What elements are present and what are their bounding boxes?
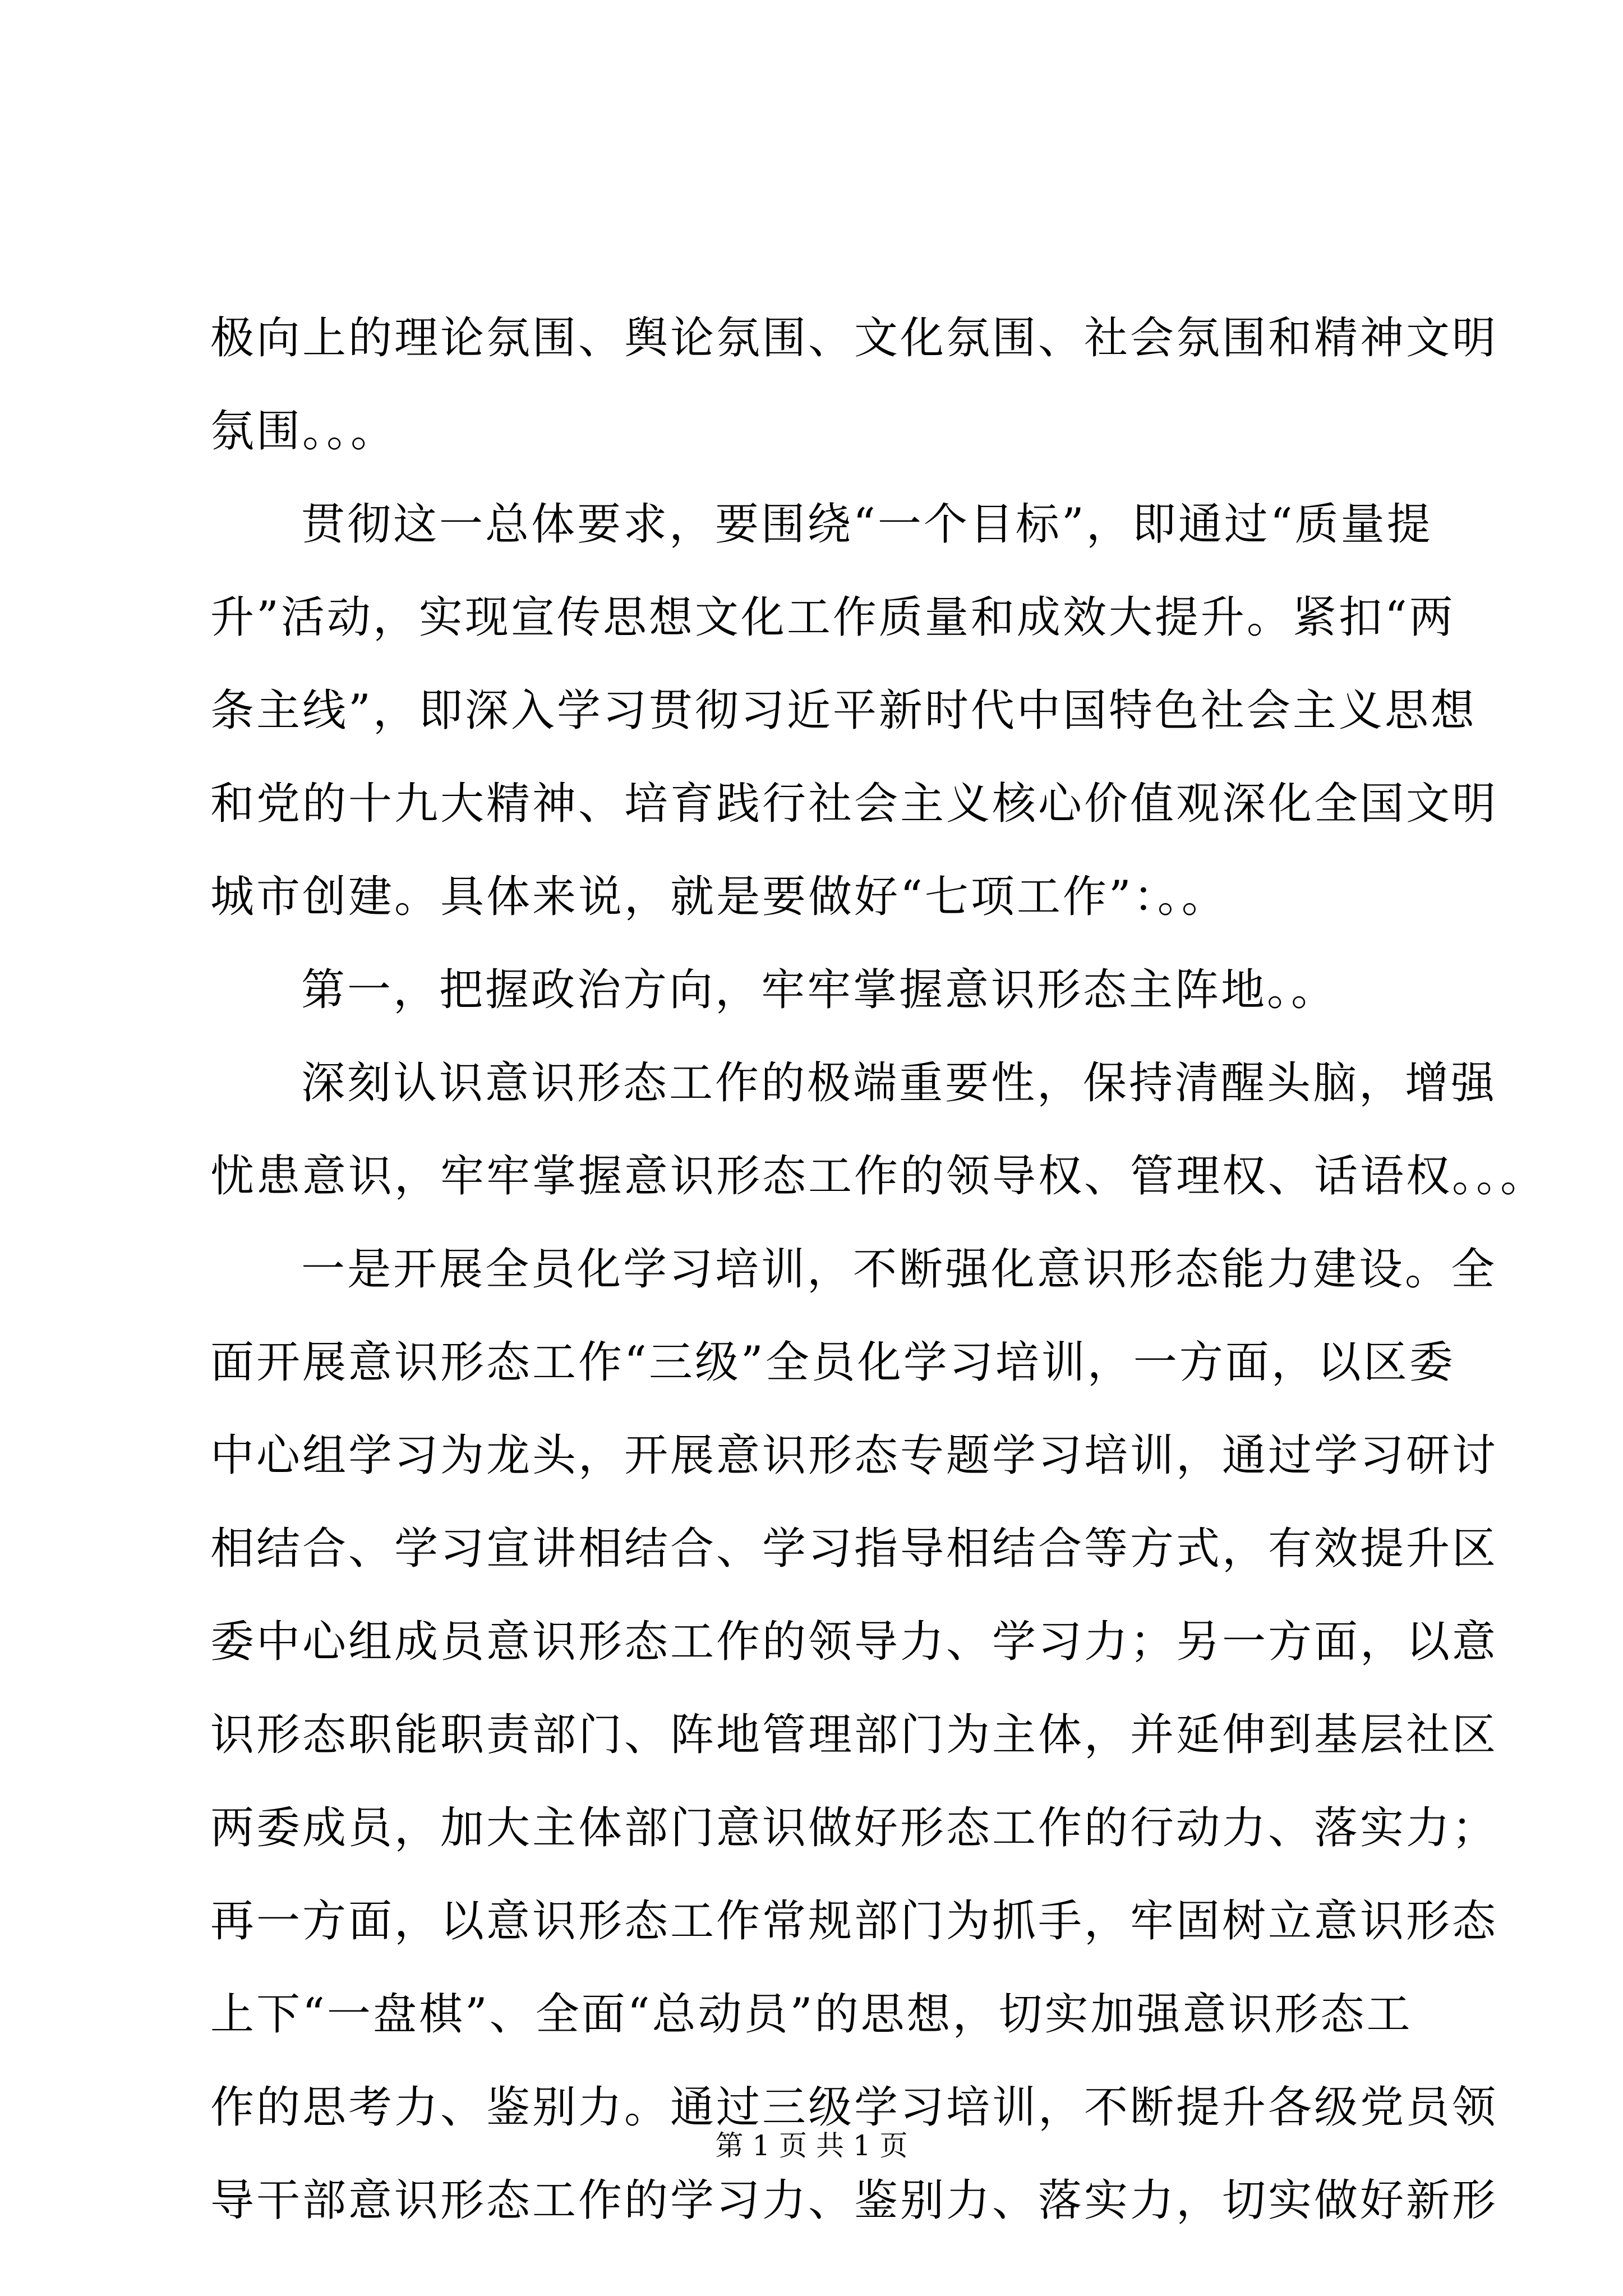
text-line: 中心组学习为龙头，开展意识形态专题学习培训，通过学习研讨 bbox=[210, 1430, 1498, 1481]
text-line: 识形态职能职责部门、阵地管理部门为主体，并延伸到基层社区 bbox=[210, 1710, 1498, 1760]
text-line: 作的思考力、鉴别力。通过三级学习培训，不断提升各级党员领 bbox=[210, 2082, 1498, 2133]
text-line: 面开展意识形态工作“三级”全员化学习培训，一方面，以区委 bbox=[210, 1337, 1455, 1388]
text-line: 贯彻这一总体要求，要围绕“一个目标”，即通过“质量提 bbox=[301, 499, 1433, 550]
text-line: 条主线”，即深入学习贯彻习近平新时代中国特色社会主义思想 bbox=[210, 685, 1477, 736]
document-body bbox=[210, 292, 1547, 2247]
text-line: 氛围。。。 bbox=[210, 406, 397, 457]
text-line: 相结合、学习宣讲相结合、学习指导相结合等方式，有效提升区 bbox=[210, 1524, 1498, 1574]
section-heading: 第一，把握政治方向，牢牢掌握意识形态主阵地。。 bbox=[301, 965, 1338, 1015]
text-line: 一是开展全员化学习培训，不断强化意识形态能力建设。全 bbox=[301, 1244, 1497, 1295]
text-line: 上下“一盘棋”、全面“总动员”的思想，切实加强意识形态工 bbox=[210, 1989, 1413, 2040]
text-line: 委中心组成员意识形态工作的领导力、学习力；另一方面，以意 bbox=[210, 1617, 1498, 1667]
text-line: 再一方面，以意识形态工作常规部门为抓手，牢固树立意识形态 bbox=[210, 1896, 1498, 1947]
text-line: 深刻认识意识形态工作的极端重要性，保持清醒头脑，增强 bbox=[301, 1058, 1497, 1108]
text-line: 城市创建。具体来说，就是要做好“七项工作”：。。 bbox=[210, 872, 1228, 922]
page-footer bbox=[0, 2129, 1623, 2162]
text-line: 升”活动，实现宣传思想文化工作质量和成效大提升。紧扣“两 bbox=[210, 592, 1455, 643]
text-line: 两委成员，加大主体部门意识做好形态工作的行动力、落实力； bbox=[210, 1803, 1498, 1853]
text-line: 极向上的理论氛围、舆论氛围、文化氛围、社会氛围和精神文明 bbox=[210, 313, 1498, 364]
text-line: 和党的十九大精神、培育践行社会主义核心价值观深化全国文明 bbox=[210, 779, 1498, 829]
page-number: 第 1 页 共 1 页 bbox=[715, 2129, 908, 2162]
text-line: 导干部意识形态工作的学习力、鉴别力、落实力，切实做好新形 bbox=[210, 2175, 1498, 2226]
text-line: 忧患意识，牢牢掌握意识形态工作的领导权、管理权、话语权。。。 bbox=[210, 1151, 1547, 1202]
